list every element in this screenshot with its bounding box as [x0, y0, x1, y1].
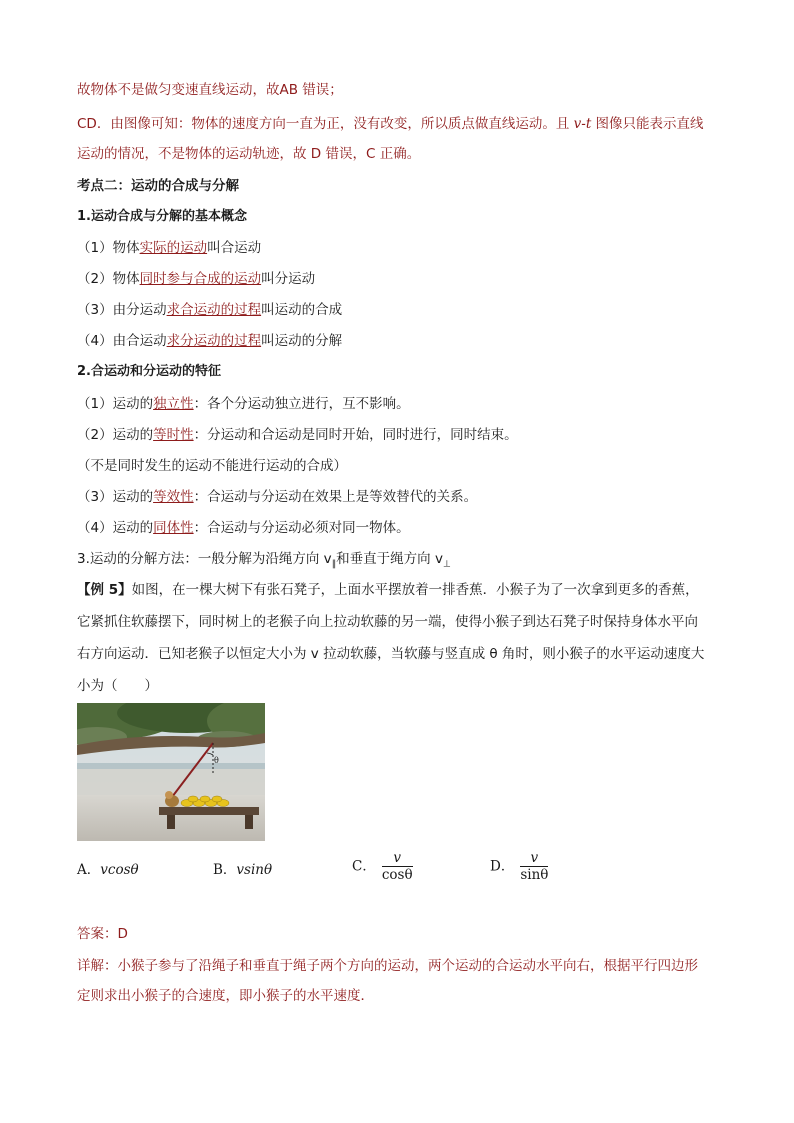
item-suffix: 叫合运动 [207, 240, 262, 256]
item-suffix: ：各个分运动独立进行，互不影响。 [193, 396, 410, 412]
item-suffix: ：合运动与分运动在效果上是等效替代的关系。 [193, 489, 478, 505]
option-a[interactable] [77, 858, 139, 878]
monkey-scene-image [77, 703, 265, 841]
item-key: 独立性 [153, 396, 194, 412]
item-prefix: （2）物体 [77, 271, 140, 287]
method-sub-parallel: ∥ [331, 559, 337, 570]
example-line-4: 小为（ ） [77, 678, 158, 694]
option-c-denominator: cosθ [381, 867, 413, 883]
item-key: 同时参与合成的运动 [139, 271, 262, 287]
section-heading: 考点二：运动的合成与分解 [77, 178, 239, 194]
item-suffix: 叫运动的合成 [261, 302, 343, 318]
option-d-fraction [520, 850, 548, 884]
item-prefix: （1）物体 [77, 240, 140, 256]
feature-item-2 [77, 425, 518, 445]
item-prefix: （4）运动的 [77, 520, 154, 536]
item-key: 等效性 [153, 489, 194, 505]
intro-line-2-a: CD．由图像可知：物体的速度方向一直为正，没有改变，所以质点做直线运动。且 [77, 116, 574, 132]
item-suffix: 叫分运动 [261, 271, 316, 287]
concept-item-3 [77, 300, 342, 320]
option-c-letter: C． [352, 858, 376, 875]
item-prefix: （4）由合运动 [77, 333, 167, 349]
subsection-2-title: 2.合运动和分运动的特征 [77, 364, 221, 379]
method-mid: 和垂直于绳方向 v [336, 551, 443, 567]
item-prefix: （2）运动的 [77, 427, 154, 443]
decomposition-method [77, 549, 451, 575]
concept-item-2 [77, 269, 315, 289]
option-d[interactable] [490, 850, 548, 884]
option-b-letter: B． [213, 862, 237, 878]
theta-label: θ [214, 756, 219, 765]
concept-item-4 [77, 331, 342, 351]
feature-item-4 [77, 518, 410, 538]
answer-detail-2: 定则求出小猴子的合速度，即小猴子的水平速度． [77, 988, 374, 1004]
concept-item-1 [77, 238, 261, 258]
example-text-1: 如图，在一棵大树下有张石凳子，上面水平摆放着一排香蕉．小猴子为了一次拿到更多的香蕉， [131, 582, 699, 598]
method-sub-perp: ⊥ [442, 559, 451, 570]
option-a-text: vcosθ [100, 862, 139, 878]
example-line-3: 右方向运动．已知老猴子以恒定大小为 v 拉动软藤，当软藤与竖直成 θ 角时，则小猴子的水平运动速度大 [77, 646, 705, 662]
item-prefix: （3）由分运动 [77, 302, 167, 318]
item-key: 等时性 [153, 427, 194, 443]
intro-line-3: 运动的情况，不是物体的运动轨迹，故 D 错误，C 正确。 [77, 146, 421, 162]
option-b[interactable] [213, 858, 272, 878]
example-tag: 【例 5】 [77, 582, 132, 598]
option-c-fraction [382, 850, 413, 884]
monkey-figure [77, 703, 265, 841]
subsection-1-title: 1.运动合成与分解的基本概念 [77, 209, 247, 224]
intro-line-1: 故物体不是做匀变速直线运动，故AB 错误； [77, 82, 343, 98]
vt-symbol: v-t [573, 116, 592, 132]
feature-item-1 [77, 394, 410, 414]
item-key: 同体性 [153, 520, 194, 536]
item-prefix: （1）运动的 [77, 396, 154, 412]
item-suffix: 叫运动的分解 [261, 333, 343, 349]
example-line-1 [77, 580, 699, 600]
feature-item-3 [77, 487, 477, 507]
item-suffix: ：合运动与分运动必须对同一物体。 [193, 520, 410, 536]
method-text: 3.运动的分解方法：一般分解为沿绳方向 v [77, 551, 332, 567]
answer-label: 答案：D [77, 926, 128, 942]
example-line-2: 它紧抓住软藤摆下，同时树上的老猴子向上拉动软藤的另一端，使得小猴子到达石凳子时保持身体水平向 [77, 614, 698, 630]
option-a-letter: A． [77, 862, 101, 878]
option-d-letter: D． [490, 858, 515, 875]
item-key: 实际的运动 [139, 240, 208, 256]
intro-line-2-b: 图像只能表示直线 [591, 116, 704, 132]
intro-line-2 [77, 114, 704, 134]
option-c[interactable] [352, 850, 413, 884]
option-d-denominator: sinθ [520, 867, 549, 883]
option-b-text: vsinθ [236, 862, 273, 878]
option-d-numerator: v [520, 850, 548, 867]
option-c-numerator: v [382, 850, 413, 867]
item-key: 求合运动的过程 [166, 302, 262, 318]
item-suffix: ：分运动和合运动是同时开始，同时进行，同时结束。 [193, 427, 518, 443]
answer-detail-1: 详解：小猴子参与了沿绳子和垂直于绳子两个方向的运动，两个运动的合运动水平向右，根据平行四边形 [77, 958, 698, 974]
feature-note: （不是同时发生的运动不能进行运动的合成） [77, 458, 347, 474]
item-prefix: （3）运动的 [77, 489, 154, 505]
item-key: 求分运动的过程 [166, 333, 262, 349]
